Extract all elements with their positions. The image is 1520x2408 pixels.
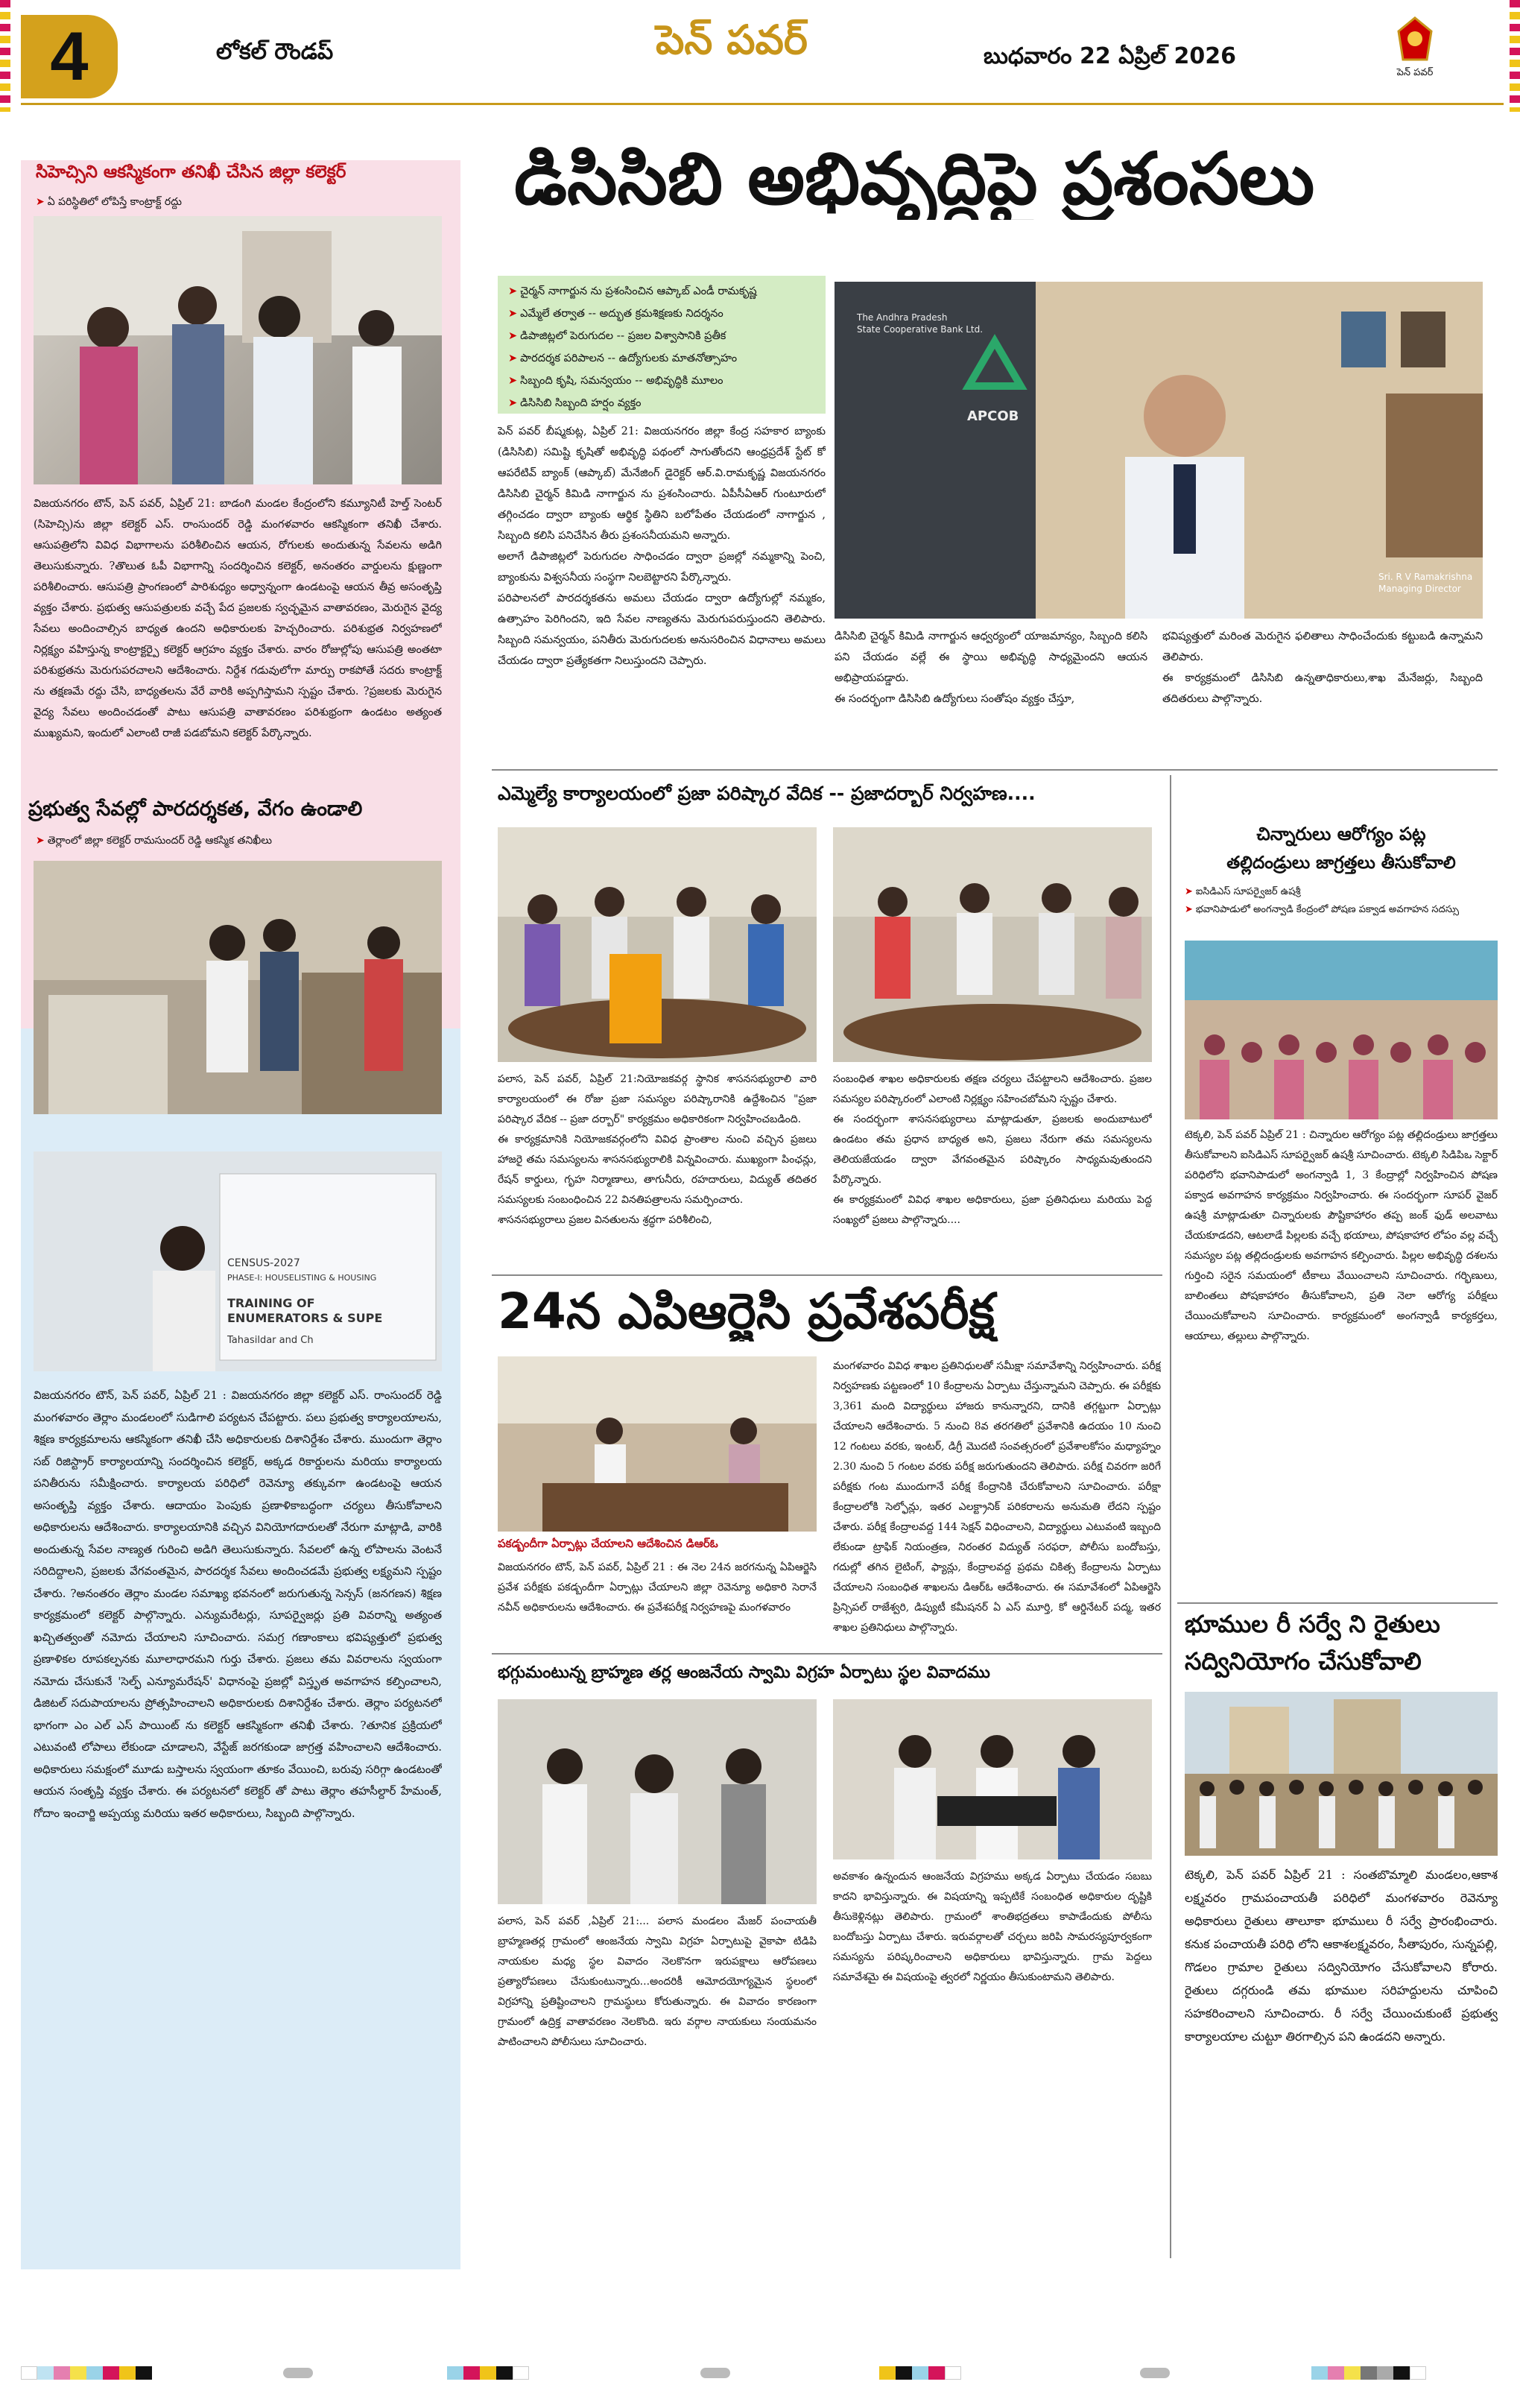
- hospital-visit-illustration: [34, 216, 442, 484]
- right-story2-body: టెక్కలి, పెన్ పవర్ ఏప్రిల్ 21 : సంతబొమ్మాలి మండలం,ఆకాశ లక్ష్మవరం గ్రామపంచాయతీ పరిధిలో మంగళవారం రెవెన్యూ అధికారులు రైతులు తాలూకా భూములు రీ సర్వే ప్రారంభించారు. కనుక పంచాయతీ పరిధి లోని ఆకాశలక్ష్మవరం, సీతాపురం, సున్నపల్లి, గొడలం గ్రామాల రైతులు సద్వినియోగం చేసుకోవాలని కోరారు. రైతులు దగ్గరుండి తమ భూముల సరిహద్దులను చూపించి సహకరించాలని సూచించారు. రీ సర్వే చేయించుకుంటే ప్రభుత్వ కార్యాలయాల చుట్టూ తిరగాల్సిన పని ఉండదని అన్నారు.: [1185, 1868, 1498, 2044]
- registration-pill: [1140, 2368, 1170, 2378]
- left-story1-body: విజయనగరం టౌన్, పెన్ పవర్, ఏప్రిల్ 21: బాడంగి మండల కేంద్రంలోని కమ్యూనిటీ హెల్త్ సెంటర్ (సిహెచ్సి)ను జిల్లా కలెక్టర్ ఎస్. రాంసుందర్ రెడ్డి మంగళవారం ఆకస్మికంగా తనిఖీ చేశారు. ఆసుపత్రిలోని వివిధ విభాగాలను పరిశీలించిన ఆయన, రోగులకు అందుతున్న సేవలను అడిగి తెలుసుకున్నారు. ?తొలుత ఓపీ విభాగాన్ని సందర్శించిన కలెక్టర్, అనంతరం వార్డులను క్షుణ్ణంగా పరిశీలించారు. ఆసుపత్రి ప్రాంగణంలో పారిశుధ్యం అధ్వాన్నంగా ఉండటంపై ఆయన తీవ్ర అసంతృప్తి వ్యక్తం చేశారు. ప్రభుత్వ ఆసుపత్రులకు వచ్చే పేద ప్రజలకు స్వచ్ఛమైన వాతావరణం, మెరుగైన వైద్య సేవలు అందించాల్సిన బాధ్యత ఉందని అధికారులకు హెచ్చరించారు. పరిశుభ్రత నిర్వహణలో నిర్లక్ష్యం వహిస్తున్న కాంట్రాక్టర్పై కలెక్టర్ ఆగ్రహం వ్యక్తం చేశారు. వారం రోజుల్లోపు ఆసుపత్రి అంతటా పరిశుభ్రతను మెరుగుపరచాలని ఆదేశించారు. నిర్దేశ గడువులోగా మార్పు రాకపోతే సదరు కాంట్రాక్ట్ ను తక్షణమే రద్దు చేసి, బాధ్యతలను వేరే వారికి అప్పగిస్తామని స్పష్టం చేశారు. ?ప్రజలకు మెరుగైన వైద్య సేవలు అందించడంతో పాటు ఆసుపత్రి వాతావరణం పరిశుభ్రంగా ఉండటం అత్యంత ముఖ్యమని, ఇందులో ఎలాంటి రాజీ పడబోమని కలెక్టర్ పేర్కొన్నారు.: [34, 498, 442, 739]
- right-story1-body: టెక్కలి, పెన్ పవర్ ఏప్రిల్ 21 : చిన్నారుల ఆరోగ్యం పట్ల తల్లిదండ్రులు జాగ్రత్తలు తీసుకోవాలని ఐసిడిఎస్ సూపర్వైజర్ ఉషశ్రీ సూచించారు. టెక్కలి సిడిపిఒ సెక్టార్ పరిధిలోని భవానిపాడులో అంగన్వాడి 1, 3 కేంద్రాల్లో నిర్వహించిన పోషణ పక్వాడ అవగాహన కార్యక్రమం నిర్వహించారు. ఈ సందర్భంగా సూపర్ వైజర్ ఉషశ్రీ మాట్లాడుతూ చిన్నారులకు పౌష్టికాహారం తప్ప జంక్ ఫుడ్ అలవాటు చేయకూడదని, ఆటలాడే పిల్లలకు వచ్చే భయాలు, పోషకాహార లోపం వల్ల వచ్చే సమస్యల పట్ల తల్లిదండ్రులకు అవగాహన కల్పించారు. పిల్లల అభివృద్ధి దశలను గుర్తించి సరైన సమయంలో టీకాలు వేయించాలని సూచించారు. గర్భిణులు, బాలింతలు పోషకాహారం తీసుకోవాలని, ప్రతి నెలా ఆరోగ్య పరీక్షలు చేయించుకోవాలని సూచించారు. కార్యక్రమంలో అంగన్వాడీ కార్యకర్తలు, ఆయాలు, తల్లులు పాల్గొన్నారు.: [1185, 1129, 1498, 1342]
- mid-story1-col1: పలాస, పెన్ పవర్, ఏప్రిల్ 21:నియోజకవర్గ స్థానిక శాసనసభ్యురాలి వారి కార్యాలయంలో ఈ రోజు ప్రజా సమస్యల పరిష్కారానికి ఉద్దేశించిన "ప్రజా పరిష్కార వేదిక -- ప్రజా దర్బార్" కార్యక్రమం అధికారికంగా నిర్వహించబడింది. ఈ కార్యక్రమానికి నియోజకవర్గంలోని వివిధ ప్రాంతాల నుంచి వచ్చిన ప్రజలు హాజరై తమ సమస్యలను శాసనసభ్యురాలికి విన్నవించారు. ముఖ్యంగా పింఛన్లు, రేషన్ కార్డులు, గృహ నిర్మాణాలు, తాగునీరు, రహదారులు, విద్యుత్ తదితర సమస్యలకు సంబంధించిన 22 వినతిపత్రాలను సమర్పించారు. శాసనసభ్యురాలు ప్రజల వినతులను శ్రద్ధగా పరిశీలించి,: [498, 1073, 817, 1226]
- photo-collector-hospital: [34, 216, 442, 484]
- mid-story2-caption: పకడ్బందీగా ఏర్పాట్లు చేయాలని ఆదేశించిన డిఆర్ఓ: [498, 1537, 718, 1550]
- dro-meeting-illustration: [498, 1356, 817, 1532]
- right-story2-headline-1: భూముల రీ సర్వే ని రైతులు: [1185, 1610, 1440, 1638]
- praja-darbar-illustration: [498, 827, 817, 1062]
- lead-bullet-text: డిపాజిట్లలో పెరుగుదల -- ప్రజల విశ్వాసానికి ప్రతీక: [520, 330, 726, 342]
- divider: [492, 1274, 1162, 1276]
- registration-pill: [700, 2368, 730, 2378]
- anganwadi-illustration: [1185, 941, 1498, 1119]
- column-rule: [1170, 775, 1171, 2258]
- right-bullet-2: [1185, 901, 1498, 919]
- apcob-plaque: [857, 312, 983, 335]
- bullet-icon: ➤: [1185, 904, 1193, 915]
- pen-power-logo-icon: [1393, 15, 1437, 67]
- right-bullet-text: భవానిపాడులో అంగన్వాడి కేంద్రంలో పోషణ పక్వాడ అవగాహన సదస్సు: [1195, 904, 1460, 915]
- lead-bullet-text: పారదర్శక పరిపాలన -- ఉద్యోగులకు మాతనోత్సాహం: [520, 353, 738, 364]
- photo-dro-meeting: [498, 1356, 817, 1532]
- logo-text: పెన్ పవర్: [1396, 67, 1434, 78]
- projector-line-5: Tahasildar and Ch: [227, 1335, 314, 1346]
- color-bar: [879, 2366, 961, 2380]
- divider: [1177, 1602, 1498, 1604]
- mid-story3-col2: అవకాశం ఉన్నందున ఆంజనేయ విగ్రహము అక్కడ ఏర్పాటు చేయడం సబబు కాదని భావిస్తున్నారు. ఈ విషయాన్ని ఇప్పటికే సంబంధిత అధికారుల దృష్టికి తీసుకెళ్లినట్లు తెలిపారు. గ్రామంలో శాంతిభద్రతలు కాపాడేందుకు పోలీసు బందోబస్తు ఏర్పాటు చేశారు. ఇరువర్గాలతో చర్చలు జరిపి సామరస్యపూర్వకంగా సమస్యను పరిష్కరించాలని అధికారులు భావిస్తున్నారు. గ్రామ పెద్దలు సమావేశమై ఈ విషయంపై త్వరలో నిర్ణయం తీసుకుంటామని తెలిపారు.: [833, 1871, 1152, 1983]
- lead-bullet-4: [508, 347, 815, 370]
- bullet-icon: ➤: [1185, 886, 1193, 897]
- right-story1-headline-2: తల్లిదండ్రులు జాగ్రత్తలు తీసుకోవాలి: [1226, 853, 1456, 873]
- lead-bullet-6: [508, 392, 815, 414]
- section-title: లోకల్ రౌండప్: [216, 39, 334, 65]
- bullet-icon: ➤: [508, 330, 518, 342]
- photo-godown-inspection: [34, 861, 442, 1114]
- bullet-icon: ➤: [508, 285, 518, 297]
- masthead: [0, 0, 1520, 112]
- plaque-line-2: State Cooperative Bank Ltd.: [857, 324, 984, 335]
- photo-praja-darbar-2: [833, 827, 1152, 1062]
- left-story2-headline: ప్రభుత్వ సేవల్లో పారదర్శకత, వేగం ఉండాలి: [28, 797, 363, 821]
- masthead-title: పెన్ పవర్: [656, 16, 808, 63]
- right-story2-headline-2: సద్వినియోగం చేసుకోవాలి: [1185, 1647, 1422, 1675]
- mid-story2-col2: మంగళవారం వివిధ శాఖల ప్రతినిధులతో సమీక్షా సమావేశాన్ని నిర్వహించారు. పరీక్ష నిర్వహణకు పట్టణంలో 10 కేంద్రాలను ఏర్పాటు చేస్తున్నామని చెప్పారు. ఈ పరీక్షకు 3,361 మంది విద్యార్థులు హాజరు కానున్నారని, దానికి తగ్గట్టుగా ఏర్పాట్లు చేయాలని ఆదేశించారు. 5 నుంచి 8వ తరగతిలో ప్రవేశానికి ఉదయం 10 నుంచి 12 గంటలు వరకు, ఇంటర్, డిగ్రీ మొదటి సంవత్సరంలో ప్రవేశాలకోసం మధ్యాహ్నం 2.30 నుంచి 5 గంటల వరకు పరీక్ష జరుగుతుందని తెలిపారు. పరీక్ష చివరగా జరిగే పరీక్షకు గంట ముందుగానే పరీక్ష కేంద్రానికి చేరుకోవాలని సూచించారు. పరీక్షా కేంద్రాలలోకి సెల్ఫోన్లు, ఇతర ఎలక్ట్రానిక్ పరికరాలను అనుమతి లేదని స్పష్టం చేశారు. పరీక్ష కేంద్రాలవద్ద 144 సెక్షన్ విధించాలని, విద్యార్థులు ఎటువంటి ఇబ్బంది లేకుండా ట్రాఫిక్ నియంత్రణ, నిరంతర విద్యుత్ సరఫరా, పోలీసు బందోబస్తు, గదుల్లో తగిన లైటింగ్, ఫ్యాన్లు, కేంద్రాలవద్ద ప్రథమ చికిత్స కేంద్రాలను ఏర్పాటు చేయాలని సంబంధిత శాఖలను డిఆర్ఓ ఆదేశించారు. ఈ సమావేశంలో ఏపిఆర్జెసి ప్రిన్సిపల్ రాజేశ్వరి, డిప్యుటీ కమీషనర్ ఏ ఎస్ మూర్తి, కో ఆర్డినేటర్ పద్మ, ఇతర శాఖల ప్రతినిధులు పాల్గొన్నారు.: [833, 1360, 1161, 1634]
- lead-bullet-text: చైర్మన్ నాగార్జున ను ప్రశంసించిన ఆప్కాబ్ ఎండీ రామకృష్ణ: [520, 285, 757, 297]
- right-bullet-text: ఐసిడిఎస్ సూపర్వైజర్ ఉషశ్రీ: [1195, 886, 1301, 897]
- mid-story3-col1: పలాస, పెన్ పవర్ ,ఏప్రిల్ 21:... పలాస మండలం మేజర్ పంచాయతీ బ్రాహ్మణతర్ల గ్రామంలో ఆంజనేయ స్వామి విగ్రహ ఏర్పాటుపై వైకాపా టిడిపి నాయకుల మధ్య స్థల వివాదం నెలకొనగా ఇరుపక్షాలు ఆరోపణలు ప్రత్యారోపణలు చేసుకుంటున్నారు...అందరికీ ఆమోదయోగ్యమైన స్థలంలో విగ్రహాన్ని ప్రతిష్టించాలని గ్రామస్థులు కోరుతున్నారు. ఈ వివాదం కారణంగా గ్రామంలో ఉద్రిక్త వాతావరణం నెలకొంది. ఇరు వర్గాల నాయకులు సంయమనం పాటించాలని పోలీసులు సూచించారు.: [498, 1915, 817, 2048]
- photo-dispute-2: [833, 1699, 1152, 1859]
- dispute-illustration: [833, 1699, 1152, 1859]
- projector-line-2: PHASE-I: HOUSELISTING & HOUSING: [227, 1273, 377, 1283]
- projector-slide-text: [227, 1256, 382, 1348]
- mid-story2-headline: 24న ఎపిఆర్జెసి ప్రవేశపరీక్ష: [498, 1283, 995, 1340]
- lead-col1: పెన్ పవర్ బీష్మకుట్ల, ఏప్రిల్ 21: విజయనగరం జిల్లా కేంద్ర సహకార బ్యాంకు (డిసిసిబి) సమిష్టి కృషితో అభివృద్ధి పథంలో సాగుతోందని ఆంధ్రప్రదేశ్ స్టేట్ కో ఆపరేటివ్ బ్యాంక్ (ఆప్కాబ్) మేనేజింగ్ డైరెక్టర్ ఆర్.వి.రామకృష్ణ విజయనగరం డిసిసిబి చైర్మన్ కిమిడి నాగార్జున ను ప్రశంసించారు. ఏపీసీఏఆర్ గుంటూరులో తగ్గించడం ద్వారా బ్యాంకు ఆర్థిక స్థితిని బలోపేతం చేయడంలో నాగార్జున , సిబ్బంది కలిసి పనిచేసిన తీరు ప్రశంసనీయమని అన్నారు. అలాగే డిపాజిట్లలో పెరుగుదల సాధించడం ద్వారా ప్రజల్లో నమ్మకాన్ని పెంచి, బ్యాంకును విశ్వసనీయ సంస్థగా నిలబెట్టారని పేర్కొన్నారు. పరిపాలనలో పారదర్శకతను అమలు చేయడం ద్వారా ఉద్యోగుల్లో నమ్మకం, ఉత్సాహం పెరిగిందని, ఇది సేవల నాణ్యతను మెరుగుపరుస్తుందని తెలిపారు. సిబ్బంది సమన్వయం, పనితీరు మెరుగుదలకు అనుసరించిన విధానాలు అమలు చేయడం ద్వారా ప్రత్యేకతగా నిలుస్తుందని చెప్పారు.: [498, 426, 826, 667]
- color-bar: [1311, 2366, 1426, 2380]
- color-bar: [447, 2366, 529, 2380]
- dispute-illustration: [498, 1699, 817, 1904]
- photo-resurvey: [1185, 1692, 1498, 1856]
- issue-date: బుధవారం 22 ఏప్రిల్ 2026: [984, 43, 1237, 69]
- bullet-icon: ➤: [508, 353, 518, 364]
- bullet-icon: ➤: [36, 196, 45, 208]
- lead-bullet-text: సిబ్బంది కృషి, సమన్వయం -- అభివృద్ధికి మూలం: [520, 375, 723, 387]
- godown-illustration: [34, 861, 442, 1114]
- lead-col3: భవిష్యత్తులో మరింత మెరుగైన ఫలితాలు సాధించేందుకు కట్టుబడి ఉన్నామని తెలిపారు. ఈ కార్యక్రమంలో డిసిసిబి ఉన్నతాధికారులు,శాఖ మేనేజర్లు, సిబ్బంది తదితరులు పాల్గొన్నారు.: [1162, 631, 1483, 705]
- lead-bullet-text: ఎమ్మేలే తర్వాత -- అద్భుత క్రమశిక్షణకు నిదర్శనం: [520, 308, 723, 320]
- nameplate-role: Managing Director: [1378, 584, 1461, 594]
- brand-logo: [1386, 15, 1444, 95]
- photo-census-training: [34, 1151, 442, 1371]
- projector-line-4: ENUMERATORS & SUPE: [227, 1311, 383, 1325]
- right-story1-headline-1: చిన్నారులు ఆరోగ్యం పట్ల: [1256, 824, 1426, 844]
- left-story1-sub: [36, 191, 453, 213]
- projector-line-1: CENSUS-2027: [227, 1257, 300, 1269]
- registration-pill: [283, 2368, 313, 2378]
- lead-bullet-text: డిసిసిబి సిబ్బంది హర్షం వ్యక్తం: [520, 397, 642, 409]
- right-bullet-1: [1185, 883, 1498, 901]
- bullet-icon: ➤: [508, 397, 518, 409]
- apcob-logo-text: APCOB: [967, 408, 1019, 424]
- left-story2-body: విజయనగరం టౌన్, పెన్ పవర్, ఏప్రిల్ 21 : విజయనగరం జిల్లా కలెక్టర్ ఎస్. రాంసుందర్ రెడ్డి మంగళవారం తెర్లాం మండలంలో సుడిగాలి పర్యటన చేపట్టారు. పలు ప్రభుత్వ కార్యాలయాలను, శిక్షణ కార్యక్రమాలను ఆకస్మికంగా తనిఖీ చేసి అధికారులకు దిశానిర్దేశం చేశారు. ముందుగా తెర్లాం సబ్ రిజిస్ట్రార్ కార్యాలయాన్ని సందర్శించిన కలెక్టర్, అక్కడ రికార్డులను మరియు కార్యాలయ పనితీరును సమీక్షించారు. కార్యాలయ పరిధిలో రెవెన్యూ తక్కువగా ఉండటంపై ఆయన అసంతృప్తి వ్యక్తం చేశారు. ఆదాయం పెంపుకు ప్రణాళికాబద్ధంగా చర్యలు తీసుకోవాలని అధికారులను ఆదేశించారు. కార్యాలయానికి వచ్చిన వినియోగదారులతో నేరుగా మాట్లాడి, వారికి అందుతున్న సేవల నాణ్యత గురించి అడిగి తెలుసుకున్నారు. సేవలలో ఉన్న లోపాలను వెంటనే సరిదిద్దాలని, ప్రజలకు వేగవంతమైన, పారదర్శక సేవలు అందించడమే ప్రభుత్వ లక్ష్యమని స్పష్టం చేశారు. ?అనంతరం తెర్లాం మండల సమాఖ్య భవనంలో జరుగుతున్న సెన్సస్ (జనగణన) శిక్షణ కార్యక్రమంలో కలెక్టర్ పాల్గొన్నారు. ఎన్యుమరేటర్లు, సూపర్వైజర్లు ప్రతి వివరాన్ని అత్యంత ఖచ్చితత్వంతో నమోదు చేయాలని సూచించారు. సమగ్ర గణాంకాలు భవిష్యత్తులో ప్రభుత్వ ప్రణాళికల రూపకల్పనకు మూలాధారమని గుర్తు చేశారు. ప్రజలు తమ వివరాలను స్వయంగా నమోదు చేసుకునే 'సెల్ఫ్ ఎన్యూమరేషన్' విధానంపై ప్రజల్లో విస్తృత అవగాహన కల్పించాలని, డిజిటల్ సదుపాయాలను ప్రోత్సహించాలని అధికారులకు దిశానిర్దేశం చేశారు. తెర్లాం పర్యటనలో భాగంగా ఎం ఎల్ ఎస్ పాయింట్ ను కలెక్టర్ ఆకస్మికంగా తనిఖీ చేశారు. ?తూనిక ప్రక్రియలో ఎటువంటి లోపాలు లేకుండా చూడాలని, వేస్టేజ్ జరగకుండా జాగ్రత్త వహించాలని ఆదేశించారు. అధికారులు సమక్షంలో మూడు బస్తాలను స్వయంగా తూకం వేయించి, బరువు సరిగ్గా ఉండటంతో ఆయన సంతృప్తి వ్యక్తం చేశారు. ఈ పర్యటనలో కలెక్టర్ తో పాటు తెర్లాం తహసీల్దార్ హేమంత్, గోదాం ఇంచార్జి అప్పయ్య మరియు ఇతర అధికారులు, సిబ్బంది పాల్గొన్నారు.: [34, 1388, 442, 1820]
- photo-anganwadi: [1185, 941, 1498, 1119]
- page-number-badge: [21, 15, 118, 98]
- mid-story2-col1: విజయనగరం టౌన్, పెన్ పవర్, ఏప్రిల్ 21 : ఈ నెల 24న జరగనున్న ఏపిఆర్జెసి ప్రవేశ పరీక్షకు పకడ్బందీగా ఏర్పాట్లు చేయాలని జిల్లా రెవెన్యూ అధికారి సెరానే నవీన్ అధికారులను ఆదేశించారు. ఈ ప్రవేశపరీక్ష నిర్వహణపై మంగళవారం: [498, 1561, 817, 1614]
- lead-bullet-3: [508, 325, 815, 347]
- lead-headline: డిసిసిబి అభివృద్ధిపై ప్రశంసలు: [514, 138, 1315, 220]
- md-nameplate: [1378, 571, 1472, 595]
- mid-story3-headline: భగ్గుమంటున్న బ్రాహ్మణ తర్ల ఆంజనేయ స్వామి విగ్రహ ఏర్పాటు స్థల వివాదము: [498, 1663, 990, 1682]
- nameplate-name: Sri. R V Ramakrishna: [1378, 572, 1473, 582]
- lead-bullet-box: [498, 276, 826, 414]
- lead-bullet-5: [508, 370, 815, 392]
- mid-story1-headline: ఎమ్మెల్యే కార్యాలయంలో ప్రజా పరిష్కార వేదిక -- ప్రజాదర్బార్ నిర్వహణ....: [498, 783, 1036, 804]
- photo-praja-darbar-1: [498, 827, 817, 1062]
- bullet-icon: ➤: [36, 835, 45, 847]
- mid-story1-col2: సంబంధిత శాఖల అధికారులకు తక్షణ చర్యలు చేపట్టాలని ఆదేశించారు. ప్రజల సమస్యల పరిష్కారంలో ఎలాంటి నిర్లక్ష్యం సహించబోమని స్పష్టం చేశారు. ఈ సందర్భంగా శాసనసభ్యురాలు మాట్లాడుతూ, ప్రజలకు అందుబాటులో ఉండటం తమ ప్రధాన బాధ్యత అని, ప్రజలు నేరుగా తమ సమస్యలను తెలియజేయడం ద్వారా వేగవంతమైన పరిష్కారం సాధ్యమవుతుందని పేర్కొన్నారు. ఈ కార్యక్రమంలో వివిధ శాఖల అధికారులు, ప్రజా ప్రతినిధులు మరియు పెద్ద సంఖ్యలో ప్రజలు పాల్గొన్నారు....: [833, 1073, 1152, 1226]
- lead-bullet-2: [508, 303, 815, 325]
- photo-dispute-1: [498, 1699, 817, 1904]
- projector-line-3: TRAINING OF: [227, 1296, 315, 1310]
- left-story1-headline: సిహెచ్సిని ఆకస్మికంగా తనిఖీ చేసిన జిల్లా కలెక్టర్: [36, 162, 346, 182]
- page-number: 4: [50, 18, 89, 95]
- lead-bullet-1: [508, 280, 815, 303]
- left-story2-sub-text: తెర్లాంలో జిల్లా కలెక్టర్ రామసుందర్ రెడ్డి ఆకస్మిక తనిఖీలు: [47, 835, 273, 847]
- praja-darbar-illustration: [833, 827, 1152, 1062]
- registration-strip-left: [0, 0, 10, 112]
- left-story2-sub: [36, 829, 453, 852]
- divider: [492, 769, 1498, 771]
- divider: [492, 1653, 1162, 1655]
- color-bar: [21, 2366, 152, 2380]
- resurvey-illustration: [1185, 1692, 1498, 1856]
- right-story1-bullets: [1185, 883, 1498, 919]
- bullet-icon: ➤: [508, 375, 518, 387]
- photo-apcob-md: [835, 282, 1483, 619]
- footer-registration-marks: [0, 2359, 1520, 2389]
- bullet-icon: ➤: [508, 308, 518, 320]
- registration-strip-right: [1510, 0, 1520, 112]
- plaque-line-1: The Andhra Pradesh: [857, 312, 948, 323]
- left-story1-sub-text: ఏ పరిస్థితిలో లోపిస్తే కాంట్రాక్ట్ రద్దు: [47, 196, 182, 208]
- masthead-rule: [21, 103, 1504, 105]
- lead-col2: డిసిసిబి చైర్మన్ కిమిడి నాగార్జున ఆధ్వర్యంలో యాజమాన్యం, సిబ్బంది కలిసి పని చేయడం వల్లే ఈ స్థాయి అభివృద్ధి సాధ్యమైందని ఆయన అభిప్రాయపడ్డారు. ఈ సందర్భంగా డిసిసిబి ఉద్యోగులు సంతోషం వ్యక్తం చేస్తూ,: [835, 631, 1147, 705]
